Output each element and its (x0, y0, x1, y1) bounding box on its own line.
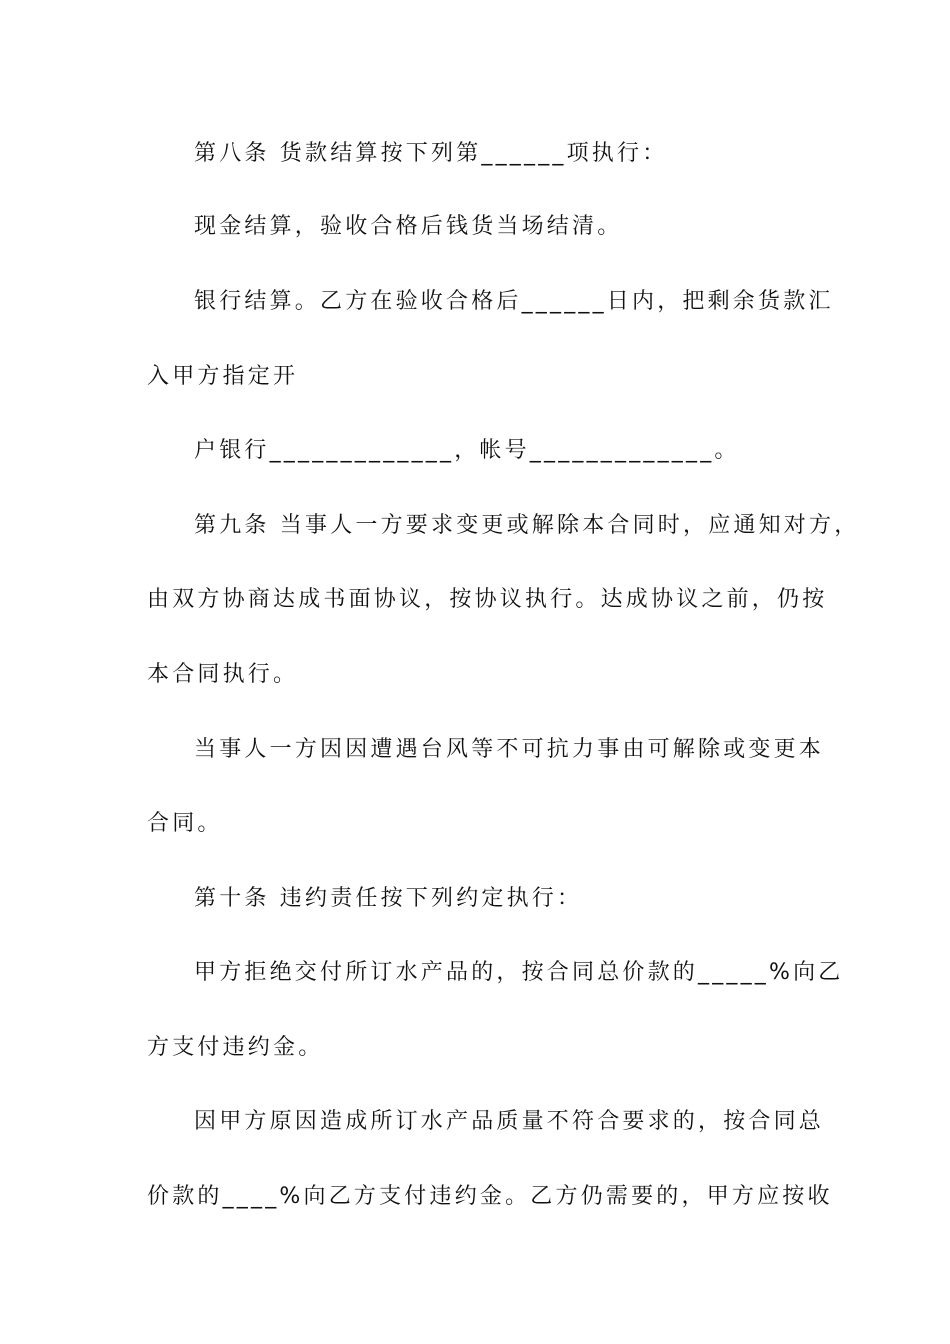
paragraph-line: 现金结算，验收合格后钱货当场结清。 (194, 214, 623, 239)
paragraph-line: 第九条 当事人一方要求变更或解除本合同时，应通知对方， (194, 513, 860, 538)
paragraph-line: 合同。 (147, 811, 223, 836)
paragraph-line: 第十条 违约责任按下列约定执行： (194, 886, 583, 911)
paragraph-line: 价款的____%向乙方支付违约金。乙方仍需要的，甲方应按收 (147, 1184, 833, 1209)
paragraph-line: 方支付违约金。 (147, 1035, 324, 1060)
paragraph-line: 入甲方指定开 (147, 364, 299, 389)
paragraph-line: 银行结算。乙方在验收合格后______日内，把剩余货款汇 (194, 289, 834, 314)
paragraph-line: 户银行_____________，帐号_____________。 (194, 438, 740, 463)
paragraph-line: 当事人一方因因遭遇台风等不可抗力事由可解除或变更本 (194, 737, 825, 762)
paragraph-line: 由双方协商达成书面协议，按协议执行。达成协议之前，仍按 (147, 587, 828, 612)
paragraph-line: 第八条 货款结算按下列第______项执行： (194, 141, 668, 166)
paragraph-line: 甲方拒绝交付所订水产品的，按合同总价款的_____%向乙 (194, 960, 844, 985)
paragraph-line: 本合同执行。 (147, 662, 299, 687)
paragraph-line: 因甲方原因造成所订水产品质量不符合要求的，按合同总 (194, 1109, 825, 1134)
